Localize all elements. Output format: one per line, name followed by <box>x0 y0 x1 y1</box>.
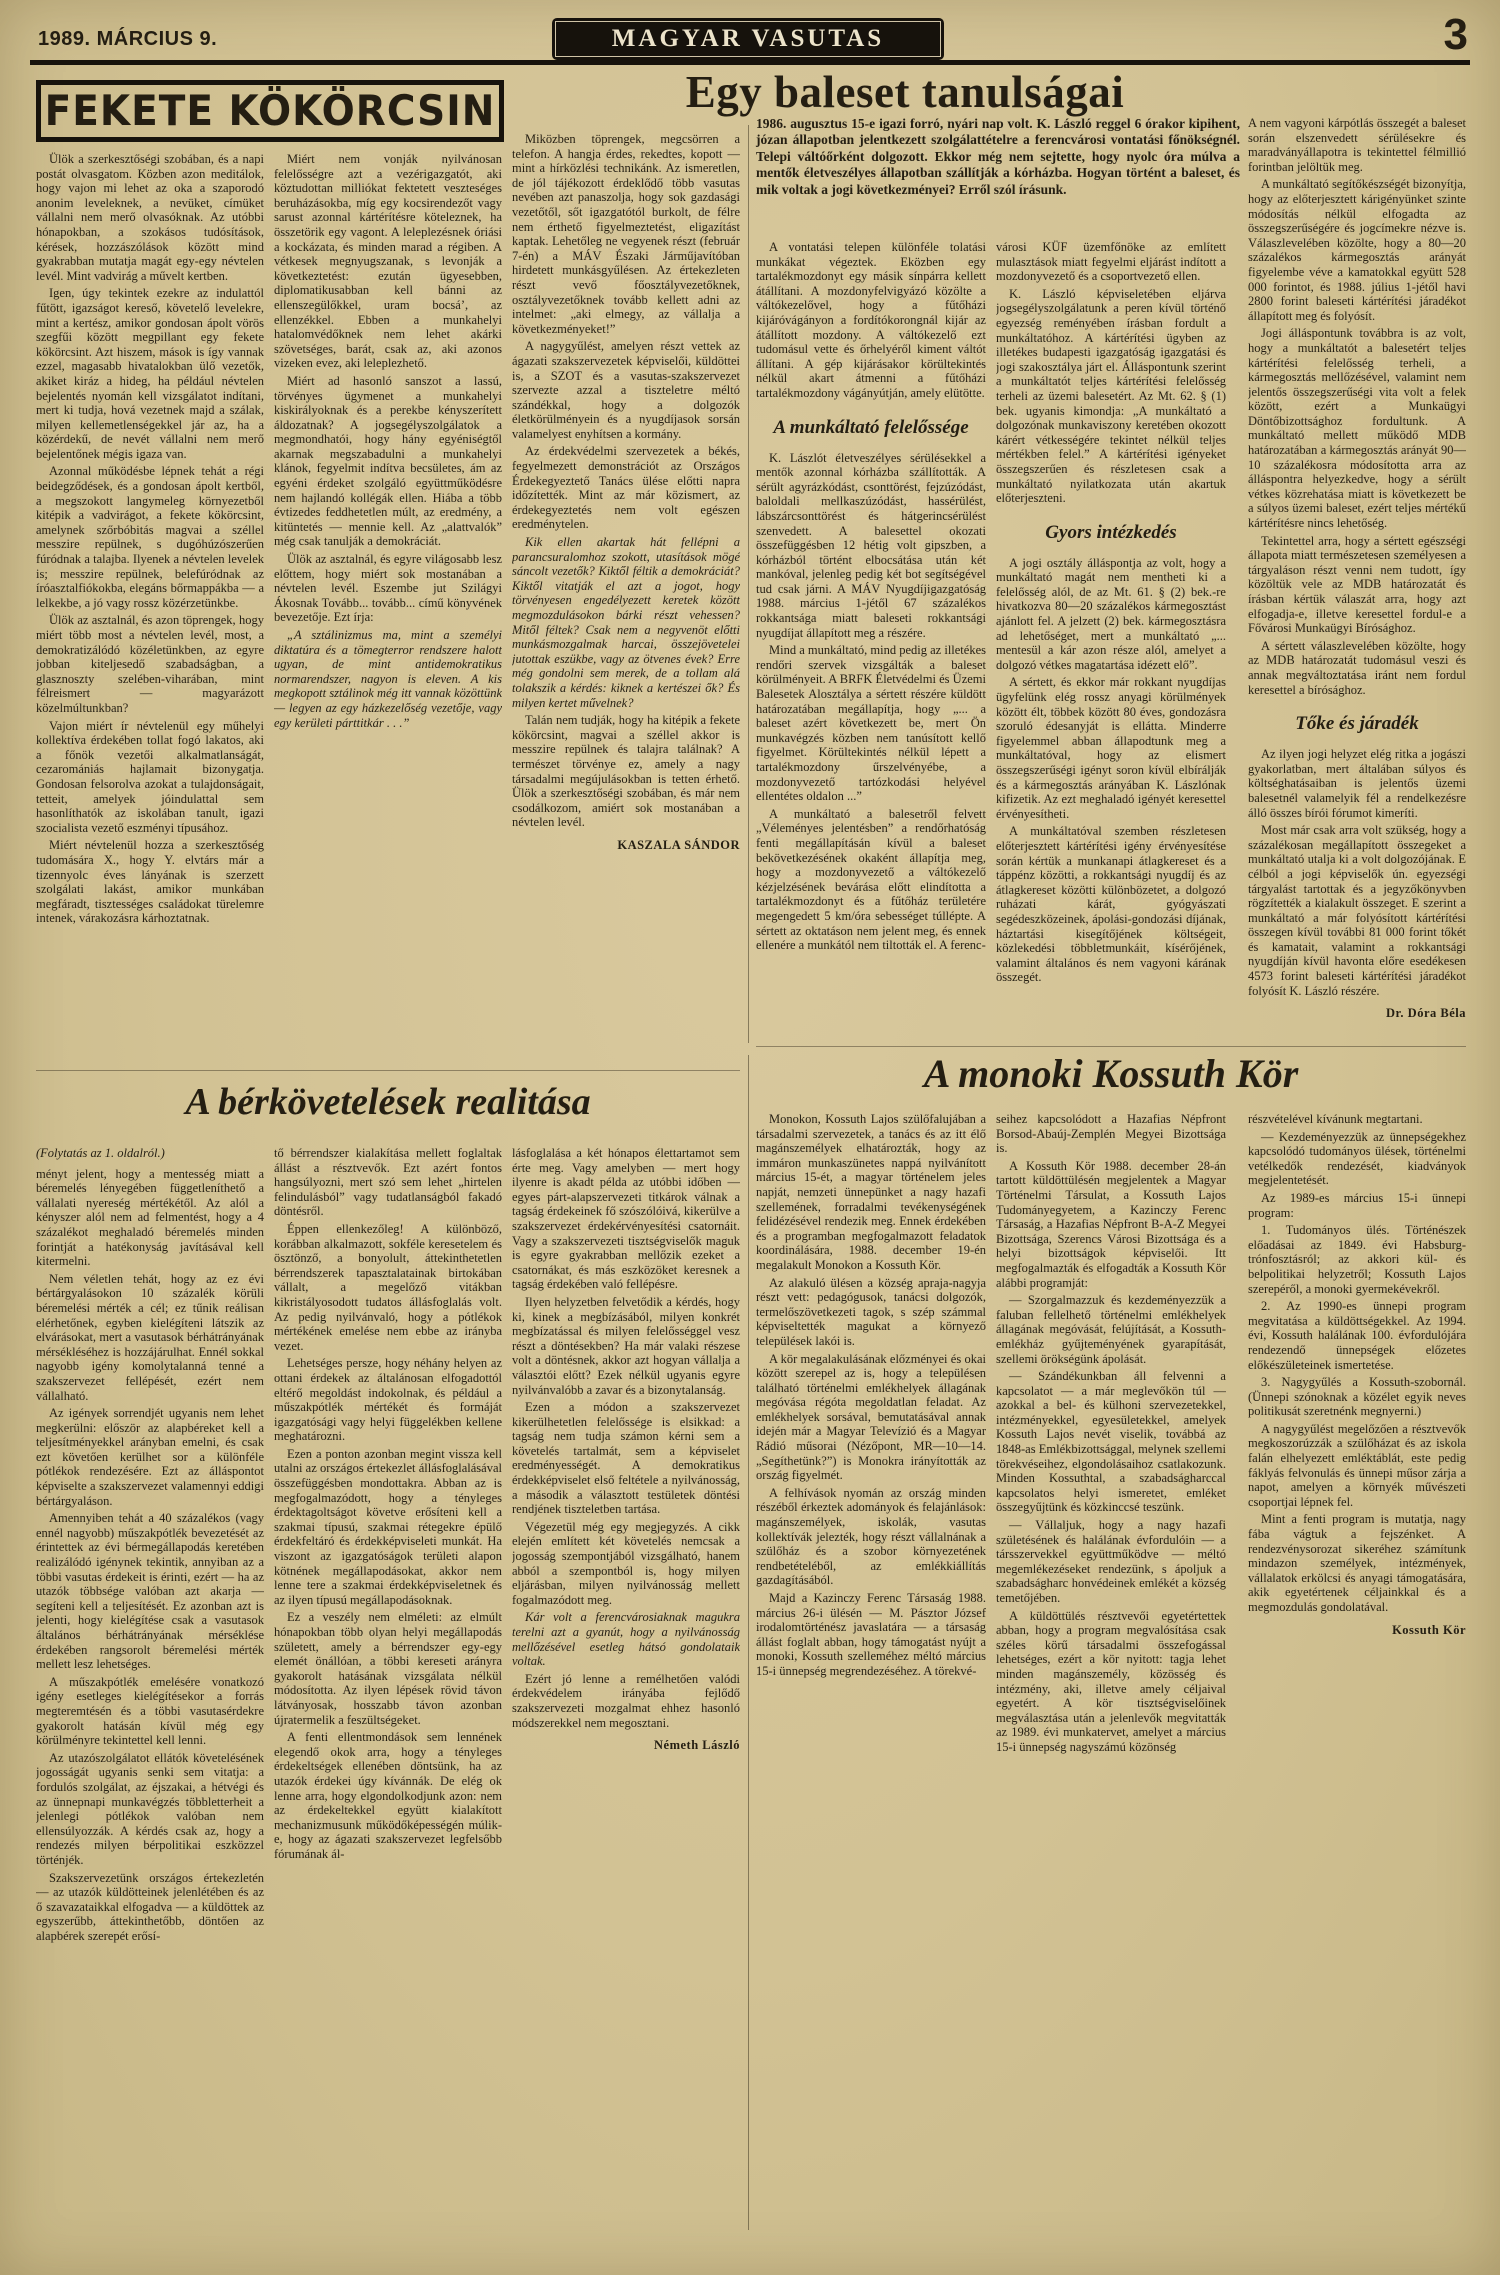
article-paragraph: 1. Tudományos ülés. Történészek előadásai az 1849. évi Habsburg-trónfosztásról; az akkori kül- és belpolitikai helyzetről; Kossuth Lajos szerepéről, a monoki gyermekévekről. <box>1248 1223 1466 1296</box>
article-paragraph: Ülök az asztalnál, és egyre világosabb lesz előttem, hogy miért sok mostanában a névtelen levél. Eszembe jut Szilágyi Ákosnak Tovább... tovább... című könyvének bevezetője. Ezt írja: <box>274 552 502 625</box>
article-paragraph: A küldöttülés résztvevői egyetértettek abban, hogy a program megvalósítása csak széles körű társadalmi összefogással lehetséges, ezért a kör nyitott: tagja lehet minden magánszemély, közösség és intézmény, aki, illetve amely céljaival egyetért. A kör tisztségviselőinek megválasztása után a jelenlevők megvitatták az 1989. évi munkatervet, amelyet a március 15-i ünnepség nagyszámú közönség <box>996 1608 1226 1754</box>
article-paragraph: Az utazószolgálatot ellátók követelésének jogosságát ugyanis senki sem vitatja: a fordulós szolgálat, az éjszakai, a hétvégi és az ünnepnapi munkavégzés többletterheit a jelenlegi pótlékok valóban nem ellensúlyozzák. A kérdés csak az, hogy a rendezés milyen bérpolitikai eszközzel történjék. <box>36 1750 264 1867</box>
article-paragraph: Az ilyen jogi helyzet elég ritka a jogászi gyakorlatban, mert általában súlyos és költséghatásaiban is jelentős üzemi balesetnél valamelyik fél a rendelkezésre álló összes bírói fórumot kimeríti. <box>1248 747 1466 820</box>
continuation-note: (Folytatás az 1. oldalról.) <box>36 1146 165 1160</box>
article-paragraph: lásfoglalása a két hónapos élettartamot sem érte meg. Vagy amelyben — mert hogy ilyenre is akadt példa az utóbbi időben — egyes párt-alapszervezeti titkárok válnak a tagság érdekeinek fő szószólóivá, kikerülve a szakszervezet érdekérvényesítési csatornáit. Vagy a szakszervezeti tisztségviselők maguk is egyre gyakrabban mellőzik ezeket a csatornákat, és más eszközöket keresnek a tagság érdekében való fellépésre. <box>512 1146 740 1292</box>
monok-column-2 <box>996 1112 1226 2230</box>
article-paragraph-italic: Kik ellen akartak hát fellépni a parancsuralomhoz szokott, utasítások mögé sáncolt vezetők? Kiktől féltik a demokráciát? Kiktől vitatják el azt a jogot, hogy törvényesen engedélyezett keretek között megmozdulásokon bárki részt vehessen? Mitől féltek? Csak nem a negyvenöt előtti munkásmozgalmak harcai, összejövetelei jutottak eszükbe, vagy az ötvenes évek? Erre még gondolni sem merek, de a tollam alá tolakszik a kérdés: kiknek a kertészei ők? És milyen kertet művelnek? <box>512 535 740 710</box>
article-paragraph: városi KÜF üzemfőnöke az említett mulasztások miatt fegyelmi eljárást indított a mozdonyvezető és a csoportvezető ellen. <box>996 240 1226 284</box>
article-paragraph: Szakszervezetünk országos értekezletén — az utazók küldötteinek jelenlétében és az ő szavazataikkal elfogadva — a küldöttek az egyszerűbb, áttekinthetőbb, döntően az alapbérek szerepét erősí- <box>36 1870 264 1943</box>
article-paragraph: A vontatási telepen különféle tolatási munkákat végeztek. Eközben egy tartalékmozdonyt egy másik sínpárra kellett átállítani. A mozdonyfelvigyázó közölte a váltókezelővel, hogy a fűtőházi kijáróvágányon a fordítókorongnál kijár az átállított mozdony. A váltókezelő ezt tudomásul vette és őrhelyéről kiment váltót állítani. A gép kijárásakor körültekintés nélkül akart átmenni a fűtőházi tartalékmozdony vágányútján, amely elütötte. <box>756 240 986 400</box>
ber-column-3 <box>512 1146 740 2230</box>
article-paragraph: — Szándékunkban áll felvenni a kapcsolatot — a már meglevőkön túl — azokkal a bel- és külhoni szervezetekkel, intézményekkel, egyesületekkel, amelyek Kossuth Lajos nevét viselik, továbbá az 1848-as Emlékbizottsággal, melynek szellemi törekvéseihez, elgondolásaihoz csatlakozunk. Minden Kossuthtal, a szabadságharccal kapcsolatos helyi ismeretet, emléket összegyűjtünk és közkinccsé teszünk. <box>996 1369 1226 1515</box>
article-paragraph: K. Lászlót életveszélyes sérülésekkel a mentők azonnal kórházba szállították. A sérült agyrázkódást, csonttörést, fejzúzódást, baloldali mellkaszúzódást, hassérülést, lábszárcsonttörést és hátgerincsérülést szenvedett. A balesettel okozati összefüggésben 12 hétig volt gipszben, a kórházból történt elbocsátása után két mankóval, jelenleg pedig két bot segítségével tud csak járni. A MÁV Nyugdíjigazgatóság 1988. március 1-jétől 67 százalékos rokkantsága miatt baleseti rokkantsági nyugdíjat állapított meg a részére. <box>756 450 986 640</box>
article-paragraph: Ülök az asztalnál, és azon töprengek, hogy miért több most a névtelen levél, most, a demokratizálódó közéletünkben, az egyre jobban kiteljesedő szabadságban, a glasznoszty szelében-viharában, mint félreismert — magyarázott közelmúltunkban? <box>36 613 264 715</box>
article-paragraph: Ülök a szerkesztőségi szobában, és a napi postát olvasgatom. Közben azon meditálok, hogy vajon mi lehet az oka a szaporodó anonim leveleknek, a nevüket, címüket vállalni nem merő olvasóknak. Az utóbbi hónapokban, a szokásos tudósítások, kérések, hozzászólások között mind gyakrabban mutatja magát egy-egy névtelen levél. Mint vadvirág a művelt kertben. <box>36 152 264 283</box>
article-paragraph: Nem véletlen tehát, hogy az ez évi bértárgyalásokon 10 százalék körüli béremelési mérték a cél; ez tűnik reálisan elérhetőnek, egyben kielégíteni látszik az elvárásokat, mert a vasutasok bérhátrányának mérsékléséhez is hozzájárulhat. Ennél sokkal nagyobb igény komolytalanná tenné a szakszervezet fellépését, ezért nem vállalható. <box>36 1271 264 1403</box>
baleset-column-1 <box>756 240 986 1046</box>
article-paragraph: A sértett, és ekkor már rokkant nyugdíjas ügyfelünk elég rossz anyagi körülmények között élt, többek között 80 éves, gondozásra szoruló édesanyját is ellátta. Minderre figyelemmel abban állapodtunk meg a munkáltatóval, hogy az elismert összegszerűségi igényt soron kívül elbírálják és a kármegosztás arányában K. Lászlónak kifizetik. Az ezt meghaladó igényét keresettel érvényesítheti. <box>996 675 1226 821</box>
article-paragraph: 3. Nagygyűlés a Kossuth-szobornál. (Ünnepi szónoknak a közélet egyik neves politikusát szeretnénk megnyerni.) <box>1248 1375 1466 1419</box>
article-paragraph: Majd a Kazinczy Ferenc Társaság 1988. március 26-i ülésén — M. Pásztor József irodalomtörténész javaslatára — a társaság állást foglalt abban, hogy támogatást nyújt a monoki, Kossuth szelleméhez méltó március 15-i ünnepség megrendezéséhez. A törekvé- <box>756 1591 986 1678</box>
article-paragraph: Talán nem tudják, hogy ha kitépik a fekete kökörcsint, magvai a széllel akkor is messzire repülnek és talajra találnak? A természet törvénye ez, amely a nagy társadalmi megújulásokban is tetten érhető. Ülök a szerkesztőségi szobában, és már nem csodálkozom, amiért sok mostanában a névtelen levél. <box>512 713 740 830</box>
article-paragraph: Jogi álláspontunk továbbra is az volt, hogy a munkáltatót a balesetért teljes kártérítési felelősség terheli, a kármegosztás mellőzésével, valamint nem jelentős összegszerűségi vita volt a felek között, ezért a Munkaügyi Döntőbizottsághoz fordultunk. A munkáltató mellett működő MDB határozatában a kármegosztás arányát 90—10 százalékosra módosította arra az álláspontra helyezkedve, hogy a sérült vétkes közrehatása miatt is következett be a súlyos üzemi baleset, ezért teljes mértékű kártérítésre nincs lehetőség. <box>1248 326 1466 531</box>
fekete-title: FEKETE KÖKÖRCSIN <box>44 86 496 136</box>
column-divider-top <box>748 125 749 1043</box>
article-paragraph: Lehetséges persze, hogy néhány helyen az ottani érdekek az általánosan elfogadottól eltérő megoldást indokolnak, és például a műszakpótlék mértékét és formáját igazgatósági vagy helyi függelékben kellene meghatározni. <box>274 1356 502 1444</box>
masthead-banner <box>552 18 944 60</box>
article-paragraph: A nagygyűlést, amelyen részt vettek az ágazati szakszervezetek képviselői, küldöttei is, a SZOT és a vasutas-szakszervezet szervezte azzal a tiszteletre méltó szándékkal, hogy a dolgozók életkörülményein és a nyugdíjasok sorsán valamelyest enyhítsen a kormány. <box>512 339 740 441</box>
article-paragraph: — Vállaljuk, hogy a nagy hazafi születésének és halálának évfordulóin — a társszervekkel együttműködve — méltó megemlékezéseket rendezünk, s ápoljuk a szabadságharc honvédeinek emlékét a község temetőjében. <box>996 1518 1226 1605</box>
article-paragraph: Miközben töprengek, megcsörren a telefon. A hangja érdes, rekedtes, kopott — mint a hírközlési technikánk. Az ismeretlen, de jól tájékozott érdeklődő több vasutas nevében azt panaszolja, hogy sok gazdasági vezetőtől, sőt igazgatótól burkolt, de félre nem érthető figyelmeztetést, eligazítást kaptak. Lehetőleg ne vegyenek részt (február 7-én) a MÁV Északi Járműjavítóban hirdetett munkásgyűlésen. Az értekezleten részt vevő főosztályvezetőknek, osztályvezetőknek tovább kellett adni az intelmet: „aki elmegy, az vállalja a következményeket!” <box>512 132 740 336</box>
article-signature: Dr. Dóra Béla <box>1386 1006 1466 1021</box>
article-paragraph: Az érdekvédelmi szervezetek a békés, fegyelmezett demonstrációt az Országos Érdekegyeztető Tanács ülése előtti napra időzítették. Mint az már közismert, az érdekegyeztetés nem volt egészen eredménytelen. <box>512 444 740 532</box>
article-paragraph: K. László képviseletében eljárva jogsegélyszolgálatunk a peren kívül történő egyezség reményében írásban fordult a munkáltatóhoz. A kártérítési ügyben az illetékes budapesti igazgatóság igazgatási és jogi szakosztálya járt el. Álláspontunk szerint a munkáltatót teljes kártérítési felelősség terheli az üzemi balesetért. Az Mt. 62. § (1) bek. ugyanis kimondja: „A munkáltató a dolgozónak munkaviszony keretében okozott kárért vétkességére tekintet nélkül teljes mértékben felel.” A kártérítési igényeket összegszerűen és részletesen csak a munkáltató nyilatkozata után akartuk előterjeszteni. <box>996 286 1226 506</box>
article-subhead: Tőke és járadék <box>1295 713 1419 735</box>
article-paragraph: Az igények sorrendjét ugyanis nem lehet megkerülni: először az alapbéreket kell a teljesítményekkel arányban emelni, és csak ezt követően kerülhet sor a különféle pótlékok rendezésére. Ezt az álláspontot képviselte a szakszervezet valamennyi eddigi bértárgyaláson. <box>36 1406 264 1508</box>
article-paragraph: Tekintettel arra, hogy a sértett egészségi állapota miatt természetesen személyesen a tárgyaláson részt venni nem tudott, így közöltük vele az MDB határozatát és írásban kértük válaszát arra, hogy azt elfogadja-e, illetve keresettel fordul-e a Fővárosi Munkaügyi Bírósághoz. <box>1248 533 1466 636</box>
article-paragraph: Az 1989-es március 15-i ünnepi program: <box>1248 1190 1466 1220</box>
article-paragraph-italic: „A sztálinizmus ma, mint a személyi diktatúra és a tömegterror rendszere halott ugyan, de mint antidemokratikus normarendszer, nagyon is eleven. A kis megkopott sztálinok még itt vannak közöttünk — legyen az egy házkezelőség vezetője, vagy egy kerületi párttitkár . . .” <box>274 628 502 730</box>
monok-title: A monoki Kossuth Kör <box>923 1051 1299 1096</box>
article-paragraph: A fenti ellentmondások sem lennének elegendő okok arra, hogy a tényleges érdekeltségek ellenében döntsünk, ha az utazók érdekei úgy kívánnák. De elég ok lenne arra, hogy elgondolkodjunk azon: nem az érdekeltekkel együtt kialakított mechanizmusunk működőképességén múlik-e, hogy az ágazati szakszervezet legfelsőbb fórumának ál- <box>274 1730 502 1861</box>
article-paragraph: Azonnal működésbe lépnek tehát a régi beidegződések, és a gondosan ápolt kertből, a megszokott langymeleg környezetből kitépik a vadvirágot, a fekete kökörcsint, amelynek szőrbóbitás magvai a széllel messzire repülnek, s dugóhúzószerűen fúródnak a talajba. Ilyenek a névtelen levelek is; messzire repülnek, belefúródnak az íróasztalfiókokba, elegáns bőrmappákba — a lelkekbe, a jó vagy rossz közérzetünkbe. <box>36 464 264 610</box>
monok-column-1 <box>756 1112 986 2230</box>
article-paragraph: Ez a veszély nem elméleti: az elmúlt hónapokban több olyan helyi megállapodás született, amely a bérrendszer egy-egy elemét önállóan, a többi kereseti arányra gyakorolt hatásának vizsgálata nélkül módosította. Az ilyen lépések rövid távon látványosak, hosszabb távon azonban újratermelik a feszültségeket. <box>274 1610 502 1727</box>
article-paragraph: Miért ad hasonló sanszot a lassú, törvényes ügymenet a munkahelyi kiskirályoknak és a perekbe kényszerített áldozatnak? A jogsegélyszolgálatok a megmondhatói, hogy hány egyéniségtől akarnak megszabadulni a munkahelyi klánok, fegyelmit indítva becsületes, ám az egyéni érdeket szolgáló együttműködésre nem hajlandó kollégák ellen. Hiába a több évtizedes feddhetetlen múlt, az eredmény, a kitüntetés — mennie kell. Az „alattvalók” még csak tanulják a demokráciát. <box>274 373 502 549</box>
article-paragraph: tő bérrendszer kialakítása mellett foglaltak állást a résztvevők. Ezt azért fontos hangsúlyozni, mert szó sem lehet „hirtelen felindulásból” vagy tudatlanságból fakadó döntésről. <box>274 1146 502 1219</box>
article-paragraph: A munkáltató a balesetről felvett „Véleményes jelentésben” a rendőrhatóság fenti megállapításán kívül a baleset bekövetkezésének okaként állapítja meg, hogy a mozdonyvezető a váltókezelő kézjelzésének bevárása előtt elindította a tartalékmozdonyt és a fűtőház területére megengedett 5 km/óra sebességet túllépte. A sértett az oktatáson nem jelent meg, és ennek ellenére a munkától nem tiltották el. A ferenc- <box>756 806 986 953</box>
article-paragraph: A Kossuth Kör 1988. december 28-án tartott küldöttülésén megjelentek a Magyar Történelmi Társulat, a Kossuth Lajos Tudományegyetem, a Kazinczy Ferenc Társaság, a Hazafias Népfront B-A-Z Megyei Bizottsága, Szerencs Városi Bizottsága és a helyi bizottságok képviselői. Itt megfogalmazták és elfogadták a Kossuth Kör alábbi programját: <box>996 1158 1226 1290</box>
article-signature: Kossuth Kör <box>1392 1622 1466 1637</box>
fekete-column-3 <box>512 132 740 1047</box>
article-paragraph: — Szorgalmazzuk és kezdeményezzük a faluban fellelhető történelmi emlékhelyek állagának megóvását, felújítását, a Kossuth-emlékház gyűjteményének gyarapítását, szellemi örökségünk ápolását. <box>996 1293 1226 1366</box>
column-divider-bottom <box>748 1055 749 2230</box>
article-signature: KASZALA SÁNDOR <box>617 837 740 852</box>
article-paragraph: Most már csak arra volt szükség, hogy a százalékosan megállapított összegeket a munkáltató utalja ki a volt dolgozójának. E célból a jogi képviselők ún. egyezségi tárgyalást tartottak és a jegyzőkönyvben rögzítették a kialakult összeget. E szerint a munkáltató a már folyósított kártérítési összegen kívül további 81 000 forint tőkét és kamatait, valamint a rokkantsági nyugdíján kívül havonta előre esedékesen 4573 forint baleseti kártérítési járadékot folyósít K. László részére. <box>1248 823 1466 998</box>
article-paragraph: Éppen ellenkezőleg! A különböző, korábban alkalmazott, sokféle keresetelem és ösztönző, a bonyolult, áttekinthetetlen bérrendszerek tapasztalatainak birtokában vállalt, a megelőző vitákban kikristályosodott tudatos állásfoglalás volt. Az pedig nyilvánvaló, hogy a pótlékok mértékének emelése nem ebbe az irányba vezet. <box>274 1221 502 1353</box>
article-paragraph: Az alakuló ülésen a község apraja-nagyja részt vett: pedagógusok, tanácsi dolgozók, termelőszövetkezeti tagok, s szép számmal képviseltették magukat a környező települések lakói is. <box>756 1275 986 1348</box>
article-paragraph: seihez kapcsolódott a Hazafias Népfront Borsod-Abaúj-Zemplén Megyei Bizottsága is. <box>996 1112 1226 1156</box>
article-paragraph: A munkáltató segítőkészségét bizonyítja, hogy az előterjesztett kárigényünket szinte módosítás nélkül elfogadta az összegszerűségére és jogcímekre nézve is. Válaszlevelében közölte, hogy a 80—20 százalékos kármegosztás arányát figyelembe véve a kamatokkal együtt 528 000 forintot, és 1988. július 1-jétől havi 2800 forint baleseti kártérítési járadékot állapított meg és folyósít. <box>1248 177 1466 323</box>
baleset-lead: 1986. augusztus 15-e igazi forró, nyári nap volt. K. László reggel 6 órakor kipihent, józan állapotban jelentkezett szolgálattételre a ferencvárosi vontatási főnökségnél. Telepi váltóőrként dolgozott. Ekkor még nem sejtette, hogy nyolc óra múlva a mentők életveszélyes állapotban szállítják a kórházba. Hogyan történt a baleset, és mik voltak a jogi következményei? Erről szól írásunk. <box>756 116 1240 197</box>
fekete-headline-box <box>36 80 504 142</box>
article-paragraph: Mind a munkáltató, mind pedig az illetékes rendőri szervek vizsgálták a baleset körülményeit. A BRFK Életvédelmi és Üzemi Balesetek Alosztálya a sértett részére küldött határozatában megállapítja, hogy „... a baleset azért következett be, mert Ön munkavégzés közben nem tanúsított kellő figyelmet. Körültekintés nélkül lépett a tartalékmozdony űrszelvényébe, a mozdonyvezető tartózkodási helyével ellentétes oldalon ...” <box>756 643 986 804</box>
fekete-column-2 <box>274 152 502 1072</box>
article-paragraph: Ezen a ponton azonban megint vissza kell utalni az országos értekezlet állásfoglalásával összefüggésben mondottakra. Abban az is megfogalmazódott, hogy a tényleges érdektagoltságot követve erősíteni kell a szakmai típusú, szakmai rétegekre épülő érdekfeltáró és érdekképviseleti munkát. Ha viszont az igazgatóságok területi alapon kötnének megállapodásokat, akkor nem lenne tere a szakmai érdekképviseletnek és az ilyen típusú megállapodásoknak. <box>274 1446 502 1607</box>
article-paragraph: A felhívások nyomán az ország minden részéből érkeztek adományok és felajánlások: magánszemélyek, iskolák, vasutas kollektívák jelezték, hogy részt vállalnának a szülőház és a szobor környezetének rendbetételéből, az emlékkiállítás gazdagításából. <box>756 1485 986 1588</box>
article-paragraph: Végezetül még egy megjegyzés. A cikk elején említett két követelés nemcsak a jogosság szempontjából vizsgálható, hanem abból a szempontból is, hogy milyen eljárásban, milyen nyilvánosság mellett fogalmazódott meg. <box>512 1519 740 1607</box>
issue-date: 1989. MÁRCIUS 9. <box>38 28 218 50</box>
baleset-column-2 <box>996 240 1226 1046</box>
article-paragraph: A jogi osztály álláspontja az volt, hogy a munkáltató magát nem mentheti ki a felelősség alól, de az Mt. 61. § (2) bek.-re hivatkozva 80—20 százalékos kármegosztást ajánlott fel. A jelzett (2) bek. kármegosztásra ad lehetőséget, mert a munkáltató „... mentesül a kár azon része alól, amelyet a dolgozó vétkes magatartása idézett elő”. <box>996 555 1226 672</box>
article-paragraph: A munkáltatóval szemben részletesen előterjesztett kártérítési igény érvényesítése során kértük a munkanapi átlagkereset és a táppénz közötti, a rokkantsági nyugdíj és az átlagkereset közötti különbözetet, a dolgozó ruházati kárát, gyógyászati segédeszközeinek, ápolási-gondozási díjának, háztartási kisegítőjének költségeit, közlekedési többletmunkáit, kísérőjének, valamint általános és nem vagyoni kárának összegét. <box>996 824 1226 985</box>
article-paragraph: Ilyen helyzetben felvetődik a kérdés, hogy ki, kinek a megbízásából, milyen konkrét megbízatással és milyen felelősséggel vesz részt a döntésekben? Ha már valaki részese volt a döntésnek, akkor azt hogyan vállalja a választói előtt? Ezek nélkül ugyanis egyre nyilvánvalóbb a zavar és a bizonytalanság. <box>512 1294 740 1397</box>
article-subhead: A munkáltató felelőssége <box>773 416 969 438</box>
article-paragraph: Monokon, Kossuth Lajos szülőfalujában a társadalmi szervezetek, a tanács és az itt élő magánszemélyek elhatározták, hogy az immáron munkaszünetes nappá nyilvánított március 15-ét, a magyar történelem jeles napját, nemzeti ünnepünket a nagy hazafi szellemének, forradalmi tevékenységének felidézésével rendezik meg. Ennek érdekében és a programban megfogalmazott feladatok koordinálására, 1988. december 19-én megalakult Monokon a Kossuth Kör. <box>756 1112 986 1272</box>
article-subhead: Gyors intézkedés <box>1045 521 1177 543</box>
article-paragraph: részvételével kívánunk megtartani. <box>1248 1112 1423 1126</box>
article-paragraph: Vajon miért ír névtelenül egy műhelyi kollektíva érdekében tollat fogó lakatos, aki a főnök vezetői alkalmatlanságát, cezaromániás hajlamait bizonygatja. Gondosan felsorolva azokat a tulajdonságait, tetteit, amelyek jóindulattal sem hasonlíthatók az iskolában tanult, igazi szocialista vezető eszményi típusához. <box>36 718 264 835</box>
ber-column-1 <box>36 1146 264 2230</box>
article-paragraph: A kör megalakulásának előzményei és okai között szerepel az is, hogy a településen található történelmi emlékhelyek állagának megóvása régóta megoldatlan feladat. Az emlékhelyek sorsával, bemutatásával annak idején már a Magyar Televízió és a Magyar Rádió műsorai (Nézőpont, MR—10—14. „Segíthetünk?”) is Monokra irányították az ország figyelmét. <box>756 1351 986 1483</box>
section-divider-right <box>756 1046 1466 1047</box>
article-paragraph: Igen, úgy tekintek ezekre az indulattól fűtött, igazságot kereső, követelő levelekre, mint a kertész, amikor gondosan ápolt vörös szegfűi között megpillant egy fekete kökörcsint. Azt hiszem, mások is így vannak ezzel, magasabb hivatalokban ülő vezetők, akiket kiráz a hideg, ha például névtelen bejelentés nyomán kell vizsgálatot indítani, mert ki tudja, hová vezetnek majd a szálak, milyen kellemetlenségekkel jár az, ha a közérdekű, de nevét vállalni nem merő bejelentőnek mégis igaza van. <box>36 286 264 461</box>
article-paragraph: A nem vagyoni kárpótlás összegét a baleset során elszenvedett sérülésekre és maradványállapotra is tekintettel félmillió forintban jelöltük meg. <box>1248 116 1466 174</box>
monok-column-3 <box>1248 1112 1466 2230</box>
ber-column-2 <box>274 1146 502 2230</box>
ber-title: A bérkövetelések realitása <box>185 1081 591 1123</box>
article-paragraph: Mint a fenti program is mutatja, nagy fába vágtuk a fejszénket. A rendezvénysorozat sikeréhez számítunk mindazon személyek, intézmények, vállalatok erkölcsi és anyagi támogatására, akik egyetértenek céljainkkal és a megmozdulás gondolatával. <box>1248 1512 1466 1614</box>
header-rule <box>30 60 1470 65</box>
article-paragraph: ményt jelent, hogy a mentesség miatt a béremelés lényegében függetleníthető a vállalati nyereség mértékétől. Az alól a kényszer alól nem ad felmentést, hogy a 4 százalékot meghaladó béremelés minden forintját a hatékonyság javításával kell kitermelni. <box>36 1166 264 1269</box>
article-paragraph: Miért nem vonják nyilvánosan felelősségre azt a vezérigazgatót, aki köztudottan milliókat fektetett veszteséges beruházásokba, míg egy kocsirendezőt vagy sarust azonnal kártérítésre köteleznek, ha összetörik egy vagont. A leleplezésnek óriási a kockázata, és minden marad a régiben. A vétkesek megnyugszanak, s levonják a következtetést: ezután ügyesebben, diplomatikusabban kell bánni az ellenszegülőkkel, uram bocsá’, az ellenzékkel. Ebben a munkahelyi hatalomvédőknek nem lehet akárki szövetséges, barát, csak az, aki azonos vizeken evez, aki leleplezhető. <box>274 152 502 371</box>
article-paragraph: A sértett válaszlevelében közölte, hogy az MDB határozatát tudomásul veszi és annak megváltoztatása iránt nem fordul keresettel a bírósághoz. <box>1248 638 1466 697</box>
article-paragraph: A műszakpótlék emelésére vonatkozó igény esetleges kielégítésekor a forrás megteremtésén és a többi vasutasérdekre gyakorolt hatásán kívül még egy körülményre tekintettel kell lenni. <box>36 1674 264 1748</box>
article-signature: Németh László <box>654 1738 740 1753</box>
baleset-title: Egy baleset tanulságai <box>685 67 1125 117</box>
article-paragraph: Ezen a módon a szakszervezet kikerülhetetlen felelőssége is elsikkad: a tagság nem tudja számon kérni sem a követelés tartalmát, sem a képviselet eredményességét. A demokratikus érdekképviselet első feltétele a nyilvánosság, a második a választott testületek döntési rendjének tiszteletben tartása. <box>512 1400 740 1517</box>
article-paragraph: Amennyiben tehát a 40 százalékos (vagy ennél nagyobb) műszakpótlék bevezetését az érintettek az évi bérmegállapodás keretében realizálódó igénynek tekintik, annyiban az a többi vasutas érdekeit is érinti, ezért — ha az utazók többsége valóban azt akarja — segíteni kell a teljesítését. Ez azonban azt is jelenti, hogy kielégítése csak a vasutasok általános bérhátrányának mérséklése érdekében rangsorolt béremelési mérték mellett lesz lehetséges. <box>36 1511 264 1672</box>
article-paragraph: — Kezdeményezzük az ünnepségekhez kapcsolódó tudományos ülések, történelmi vetélkedők rendezését, kiadványok megjelentetését. <box>1248 1129 1466 1188</box>
article-paragraph: Ezért jó lenne a remélhetően valódi érdekvédelem irányába fejlődő szakszervezeti mozgalmat ehhez hasonló módszerekkel nem megosztani. <box>512 1671 740 1730</box>
page-number: 3 <box>1443 10 1468 59</box>
masthead-title: MAGYAR VASUTAS <box>555 21 941 57</box>
article-paragraph: A nagygyűlést megelőzően a résztvevők megkoszorúzzák a szülőházat és az iskola falán elhelyezett emléktáblát, este pedig fáklyás felvonulás és ünnepi műsor zárja a napot, amelyen a környék művészeti csoportjai lépnek fel. <box>1248 1421 1466 1509</box>
fekete-column-1 <box>36 152 264 1072</box>
article-paragraph-italic: Kár volt a ferencvárosiaknak magukra terelni azt a gyanút, hogy a nyilvánosság mellőzésével esetleg hátsó gondolataik voltak. <box>512 1610 740 1669</box>
article-paragraph: Miért névtelenül hozza a szerkesztőség tudomására X., hogy Y. elvtárs már a tizennyolc éves lányának is szerzett szolgálati lakást, amikor munkában megfáradt, tisztességes családokat türelemre intenek, várakozásra kárhoztatnak. <box>36 838 264 926</box>
baleset-column-3 <box>1248 116 1466 1046</box>
article-paragraph: 2. Az 1990-es ünnepi program megvitatása a küldöttségekkel. Az 1994. évi, Kossuth halálának 100. évfordulójára rendezendő ünnepségek előzetes előkészületeinek ismertetése. <box>1248 1299 1466 1372</box>
